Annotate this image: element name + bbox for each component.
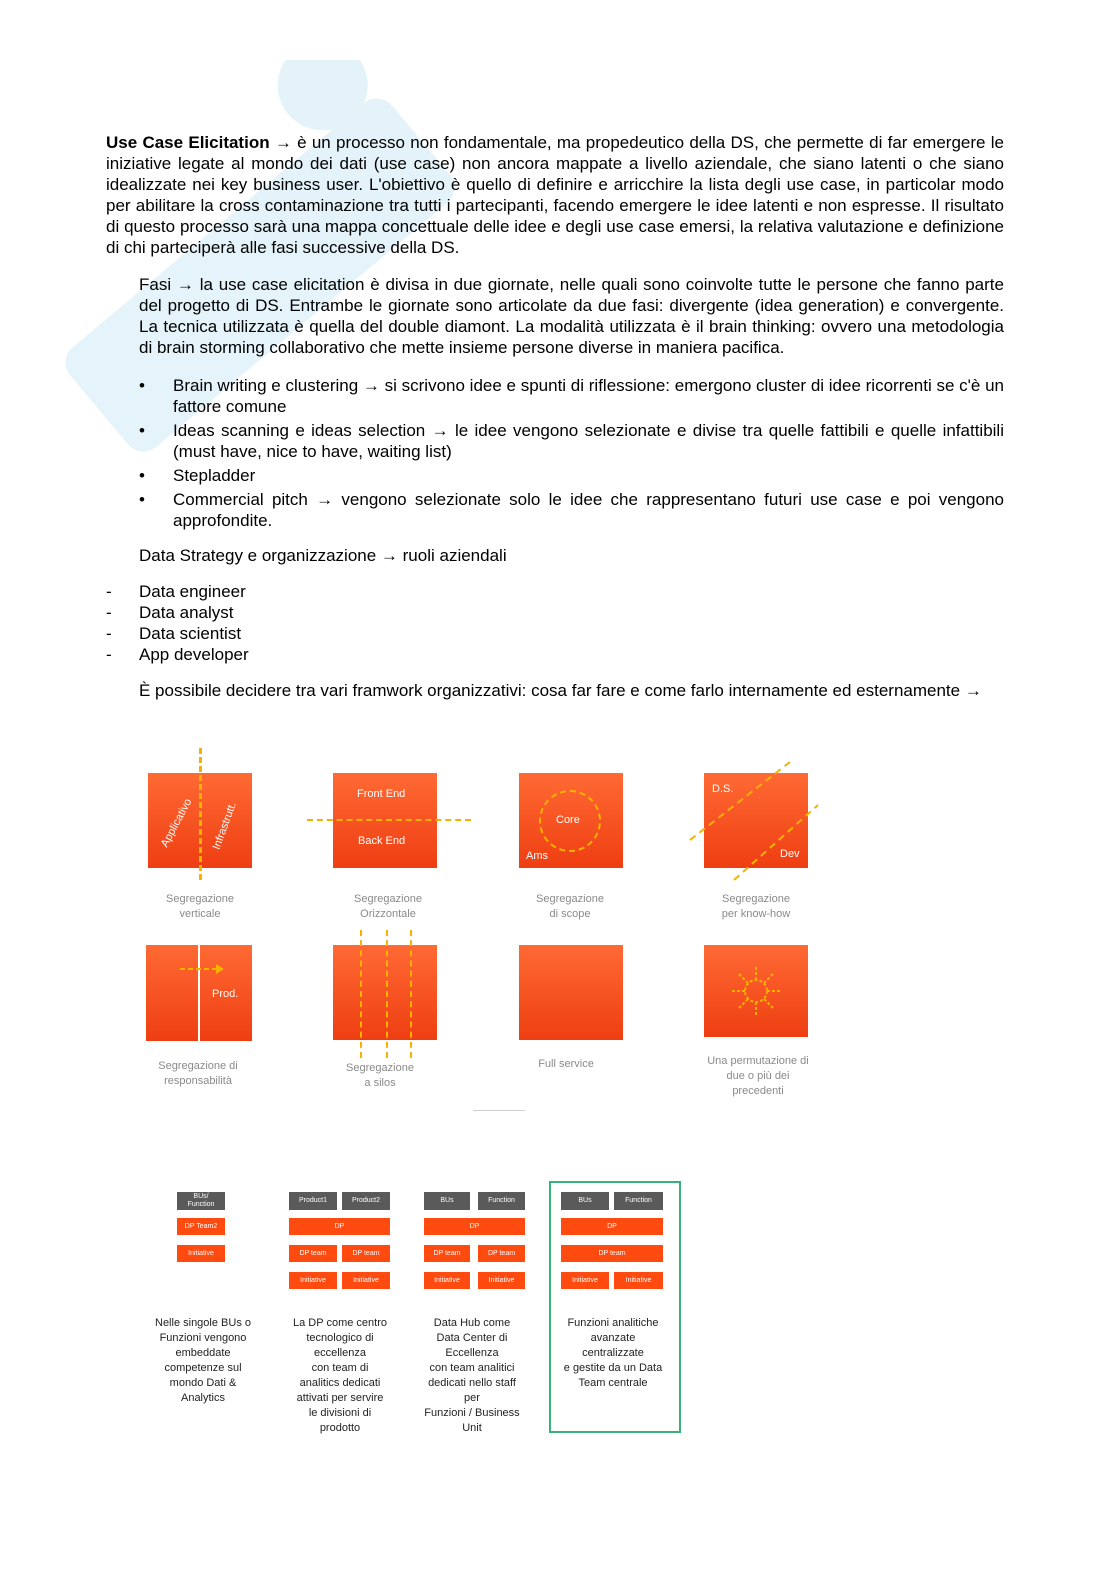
caption-vertical: Segregazione verticale [166, 893, 234, 920]
caption-knowhow: Segregazione per know-how [721, 893, 791, 920]
vertical-split-line [199, 748, 202, 880]
silo-line [410, 930, 412, 1058]
knowhow-diagonals [686, 760, 826, 885]
caption-scope: Segregazione di scope [536, 893, 604, 920]
strategy-text: Data Strategy e organizzazione → ruoli aziendali [139, 546, 507, 565]
intro-arrow: → [274, 133, 292, 152]
caption-horizontal: Segregazione Orizzontale [354, 893, 422, 920]
org-model-caption: Funzioni analitiche avanzate centralizzate e gestite da un Data Team centrale [563, 1317, 663, 1389]
dp-box: DP [289, 1218, 390, 1235]
intro-text: è un processo non fondamentale, ma propedeutico della DS, che permette di far emergere le iniziative legate al mondo dei dati (use case) non ancora mappate a livello aziendale, che siano latenti o che siano idealizzate nei key business user. L'obiettivo è quello di definire e arricchire la lista degli use case, in particolar modo per abilitare la cross contaminazione tra tutti i partecipanti, facendo emergere le idee latenti e non espresse. Il risultato di questo processo sarà una mappa concettuale delle idee e degli use case emersi, la relativa valutazione e definizione di chi parteciperà alle fasi successive della DS. [106, 133, 1004, 257]
role-item: - Data engineer [106, 581, 249, 602]
silo-line [386, 930, 388, 1058]
initiative-box: Initiative [561, 1272, 609, 1289]
arrow-right-icon [178, 963, 226, 975]
core-label: Core [556, 814, 580, 826]
bullet-item: • Commercial pitch → vengono selezionate solo le idee che rappresentano futuri use case e poi vengono approfondite. [139, 489, 1004, 531]
dp-box: DP [561, 1218, 663, 1235]
fasi-arrow: → [176, 275, 194, 294]
initiative-box: Initiative [478, 1272, 525, 1289]
initiative-box: Initiative [289, 1272, 337, 1289]
org-model-caption: La DP come centro tecnologico di eccellenza con team di analitics dedicati attivati per servire le divisioni di prodotto [293, 1317, 387, 1434]
bullet-item: • Ideas scanning e ideas selection → le idee vengono selezionate e divise tra quelle fattibili e quelle infattibili (must have, nice to have, waiting list) [139, 420, 1004, 462]
permutation-starburst-icon [726, 963, 786, 1019]
function-box: Function [478, 1192, 525, 1210]
dp-team-box: DP team [424, 1245, 470, 1262]
caption-permutation: Una permutazione di due o più dei precedenti [707, 1055, 809, 1097]
dp-team-box: DP team [478, 1245, 525, 1262]
function-box: Function [614, 1192, 663, 1210]
framework-paragraph [139, 680, 1004, 701]
intro-paragraph [106, 132, 1004, 258]
caption-responsibility: Segregazione di responsabilità [158, 1060, 238, 1087]
prod-label: Prod. [212, 988, 239, 1000]
fasi-paragraph [139, 274, 1004, 358]
dp-team-box: DP Team2 [177, 1218, 225, 1235]
full-service-square [519, 945, 623, 1040]
responsibility-left-square [146, 945, 198, 1041]
bullet-item: • Brain writing e clustering → si scrivono idee e spunti di riflessione: emergono cluster di idee ricorrenti se c'è un fattore comune [139, 375, 1004, 417]
dev-label: Dev [780, 848, 800, 860]
ams-label: Ams [526, 850, 548, 862]
bullet-item: • Stepladder [139, 465, 1004, 486]
product1-box: Product1 [289, 1192, 337, 1210]
dp-team-box: DP team [561, 1245, 663, 1262]
silo-line [360, 930, 362, 1058]
role-item: - App developer [106, 644, 249, 665]
dp-team-box: DP team [342, 1245, 390, 1262]
phase-bullet-list [139, 375, 1004, 534]
initiative-box: Initiative [177, 1245, 225, 1262]
initiative-box: Initiative [342, 1272, 390, 1289]
front-end-label: Front End [357, 788, 406, 800]
framework-text: È possibile decidere tra vari framwork organizzativi: cosa far fare e come farlo internamente ed esternamente → [139, 681, 982, 700]
intro-term: Use Case Elicitation [106, 133, 270, 152]
horizontal-split-line [307, 819, 471, 821]
infrastrutt-label: Infrastrutt. [210, 800, 239, 852]
role-item: - Data scientist [106, 623, 249, 644]
product2-box: Product2 [342, 1192, 390, 1210]
initiative-box: Initiative [614, 1272, 663, 1289]
initiative-box: Initiative [424, 1272, 470, 1289]
fasi-term: Fasi [139, 275, 172, 294]
roles-list [106, 581, 249, 665]
back-end-label: Back End [358, 835, 406, 847]
segregation-silos-square [333, 945, 437, 1040]
applicativo-label: Applicativo [158, 796, 195, 850]
bus-box: BUs [424, 1192, 470, 1210]
bus-box: BUs [561, 1192, 609, 1210]
fasi-text: la use case elicitation è divisa in due giornate, nelle quali sono coinvolte tutte le persone che fanno parte del progetto di DS. Entrambe le giornate sono articolate da due fasi: divergente (idea generation) e convergente. La tecnica utilizzata è quella del double diamont. La modalità utilizzata è il brain thinking: ovvero una metodologia di brain storming collaborativo che mette insieme persone diverse in maniera pacifica. [139, 275, 1004, 357]
ds-label: D.S. [712, 783, 734, 795]
caption-full-service: Full service [538, 1058, 594, 1070]
dp-box: DP [424, 1218, 525, 1235]
caption-silos: Segregazione a silos [346, 1062, 414, 1089]
divider [473, 1110, 525, 1111]
org-model-caption: Data Hub come Data Center di Eccellenza con team analitici dedicati nello staff per Funzioni / Business Unit [424, 1317, 520, 1434]
strategy-line [139, 545, 1004, 566]
role-item: - Data analyst [106, 602, 249, 623]
org-model-caption: Nelle singole BUs o Funzioni vengono embeddate competenze sul mondo Dati & Analytics [155, 1317, 251, 1404]
dp-team-box: DP team [289, 1245, 337, 1262]
bus-function-box: BUs/ Function [177, 1192, 225, 1210]
